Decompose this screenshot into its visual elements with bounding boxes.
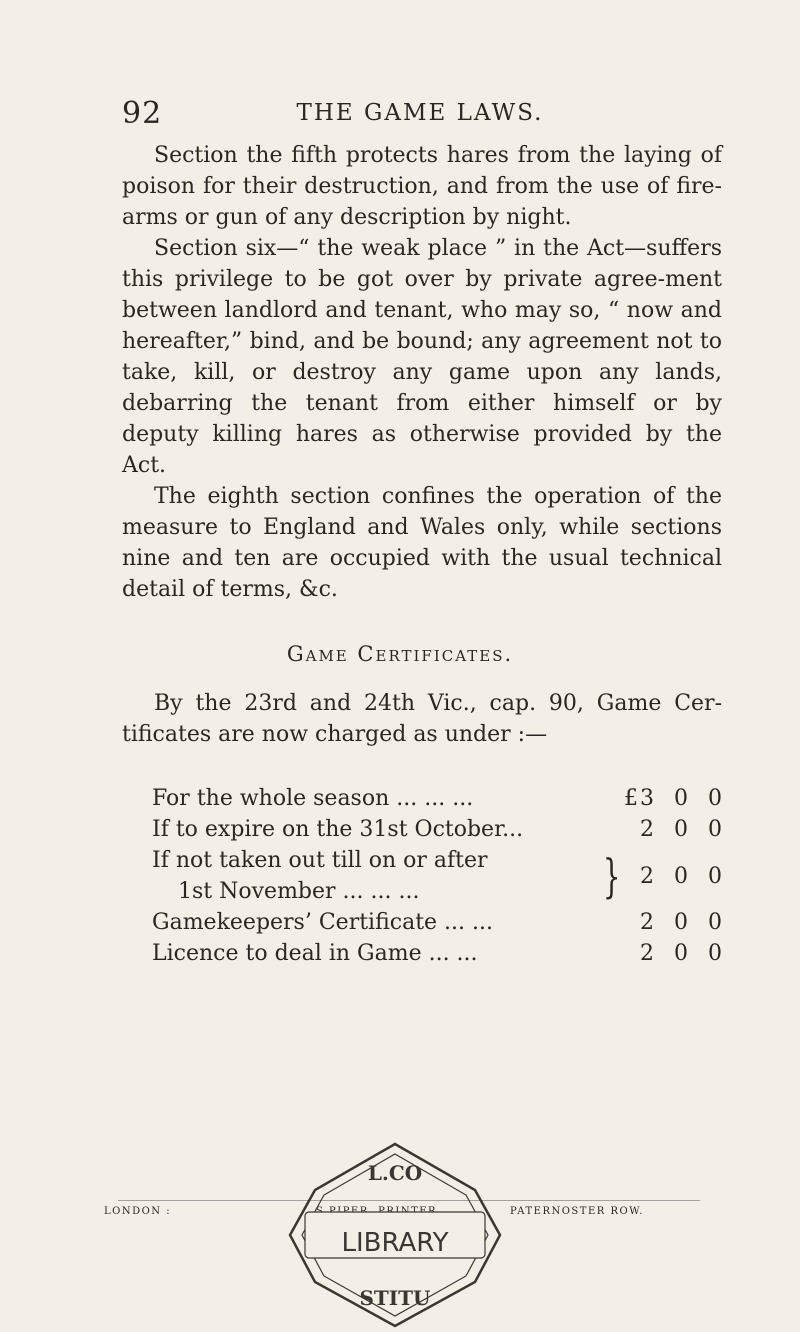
fee-row	[152, 938, 724, 969]
paragraph-section-six: Section six—“ the weak place ” in the Act—suffers this privilege to be got over by private agree-ment between landlord and tenant, who may so, “ now and hereafter,” bind, and be bound; any agreement not to take, kill, or destroy any game upon any lands, debarring the tenant from either himself or by deputy killing hares as otherwise provided by the Act.	[122, 236, 722, 478]
fee-row	[152, 845, 724, 907]
fee-amount: 2 0 0	[640, 910, 724, 935]
fee-label-group	[152, 845, 595, 907]
page-number: 92	[122, 96, 163, 131]
fee-amount: £3 0 0	[624, 786, 724, 811]
fee-row	[152, 814, 724, 845]
fee-row	[152, 907, 724, 938]
library-stamp-icon	[270, 1140, 520, 1330]
fee-amount: 2 0 0	[640, 941, 724, 966]
stamp-bottom-text: STITU	[359, 1286, 431, 1310]
fee-label: If not taken out till on or after	[152, 848, 488, 873]
certificates-intro	[122, 688, 722, 750]
stamp-top-text: L.CO	[367, 1161, 423, 1185]
brace-mark: }	[602, 849, 621, 903]
fee-label: If to expire on the 31st October...	[152, 817, 524, 842]
imprint-address: PATERNOSTER ROW.	[510, 1206, 644, 1217]
fee-label: Licence to deal in Game ... ...	[152, 941, 478, 966]
fee-row	[152, 783, 724, 814]
fee-amount: 2 0 0	[640, 817, 724, 842]
intro-paragraph: By the 23rd and 24th Vic., cap. 90, Game Cer-tificates are now charged as under :—	[122, 691, 722, 747]
running-title: THE GAME LAWS.	[296, 100, 544, 126]
fee-table	[152, 783, 724, 969]
paragraph-section-five: Section the fifth protects hares from the laying of poison for their destruction, and from the use of fire-arms or gun of any description by night.	[122, 143, 722, 230]
fee-label-continued: 1st November ... ... ...	[178, 879, 420, 904]
fee-label: Gamekeepers’ Certificate ... ...	[152, 910, 493, 935]
body-text	[122, 140, 722, 605]
imprint-city: LONDON :	[104, 1206, 172, 1217]
section-heading: Game Certificates.	[286, 642, 514, 666]
stamp-main-text: LIBRARY	[341, 1228, 449, 1258]
fee-label: For the whole season ... ... ...	[152, 786, 474, 811]
paragraph-section-eight: The eighth section confines the operation of the measure to England and Wales only, while sections nine and ten are occupied with the usual technical detail of terms, &c.	[122, 484, 722, 602]
fee-amount: 2 0 0	[640, 863, 724, 889]
